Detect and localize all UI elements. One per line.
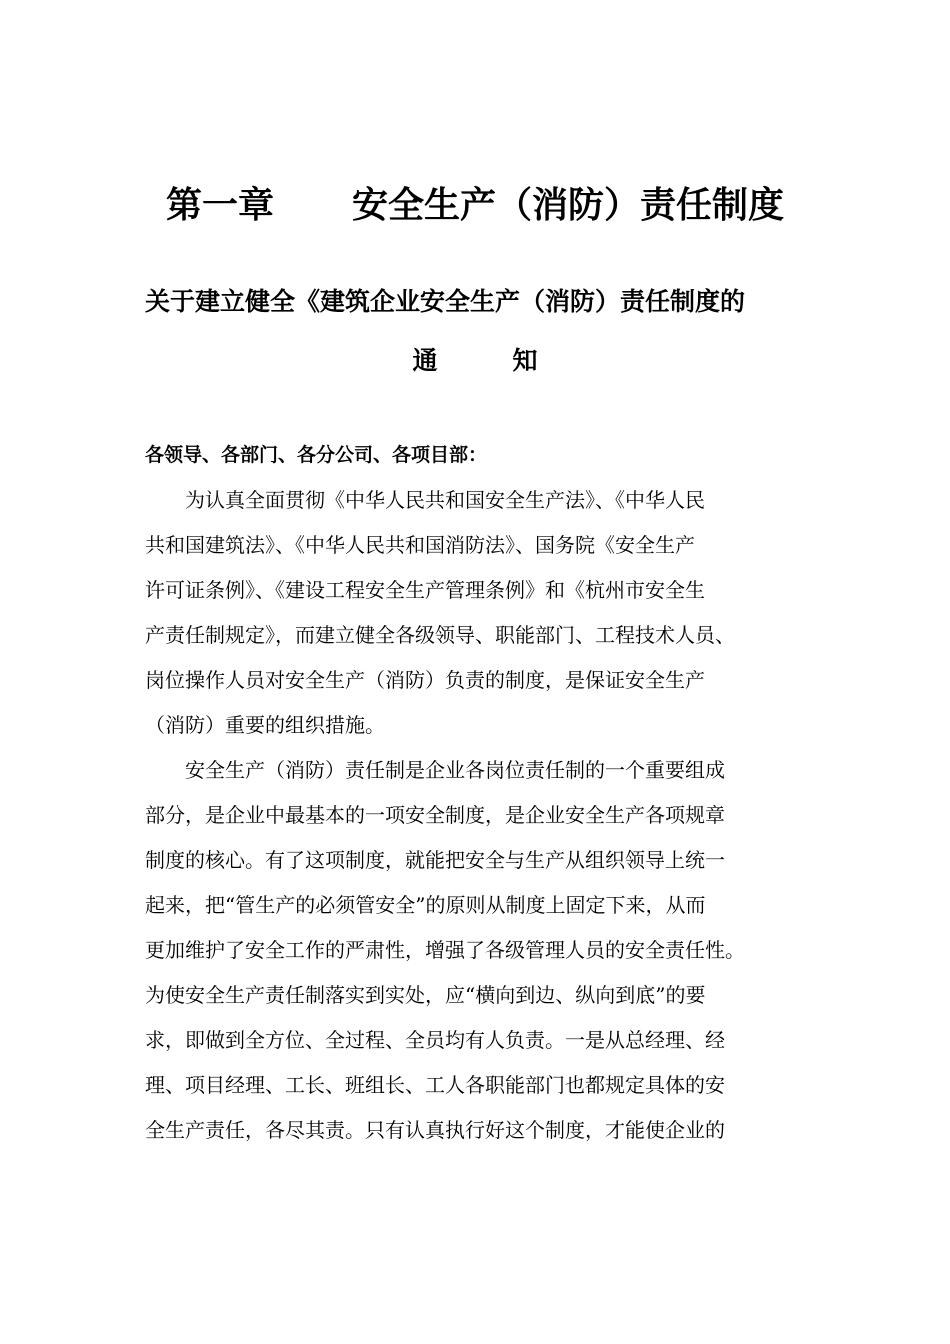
notice-title-line-2: 通 知 <box>412 346 538 375</box>
paragraph-line: 理、项目经理、工长、班组长、工人各职能部门也都规定具体的安 <box>145 1073 725 1097</box>
paragraph-line: 部分，是企业中最基本的一项安全制度，是企业安全生产各项规章 <box>145 803 725 827</box>
paragraph-line: 为使安全生产责任制落实到实处，应“横向到边、纵向到底”的要 <box>145 983 706 1007</box>
chapter-number: 第一章 <box>165 185 274 226</box>
paragraph-1 <box>145 478 810 748</box>
paragraph-line: 求，即做到全方位、全过程、全员均有人负责。一是从总经理、经 <box>145 1028 725 1052</box>
paragraph-line: 许可证条例》、《建设工程安全生产管理条例》和《杭州市安全生 <box>145 578 705 602</box>
chapter-heading <box>0 180 950 232</box>
paragraph-line: 全生产责任，各尽其责。只有认真执行好这个制度，才能使企业的 <box>145 1118 725 1142</box>
salutation: 各领导、各部门、各分公司、各项目部： <box>145 444 488 466</box>
chapter-title: 安全生产（消防）责任制度 <box>352 185 785 226</box>
paragraph-line: 为认真全面贯彻《中华人民共和国安全生产法》、《中华人民 <box>145 488 705 512</box>
paragraph-line: 制度的核心。有了这项制度，就能把安全与生产从组织领导上统一 <box>145 848 725 872</box>
notice-title-line-1: 关于建立健全《建筑企业安全生产（消防）责任制度的 <box>145 287 746 316</box>
paragraph-line: 起来，把“管生产的必须管安全”的原则从制度上固定下来，从而 <box>145 893 706 917</box>
paragraph-line: （消防）重要的组织措施。 <box>145 713 385 737</box>
paragraph-line: 共和国建筑法》、《中华人民共和国消防法》、国务院《安全生产 <box>145 533 695 557</box>
paragraph-line: 更加维护了安全工作的严肃性，增强了各级管理人员的安全责任性。 <box>145 938 745 962</box>
paragraph-2 <box>145 748 810 1153</box>
paragraph-line: 产责任制规定》，而建立健全各级领导、职能部门、工程技术人员、 <box>145 623 735 647</box>
paragraph-line: 岗位操作人员对安全生产（消防）负责的制度，是保证安全生产 <box>145 668 705 692</box>
paragraph-line: 安全生产（消防）责任制是企业各岗位责任制的一个重要组成 <box>145 758 725 782</box>
